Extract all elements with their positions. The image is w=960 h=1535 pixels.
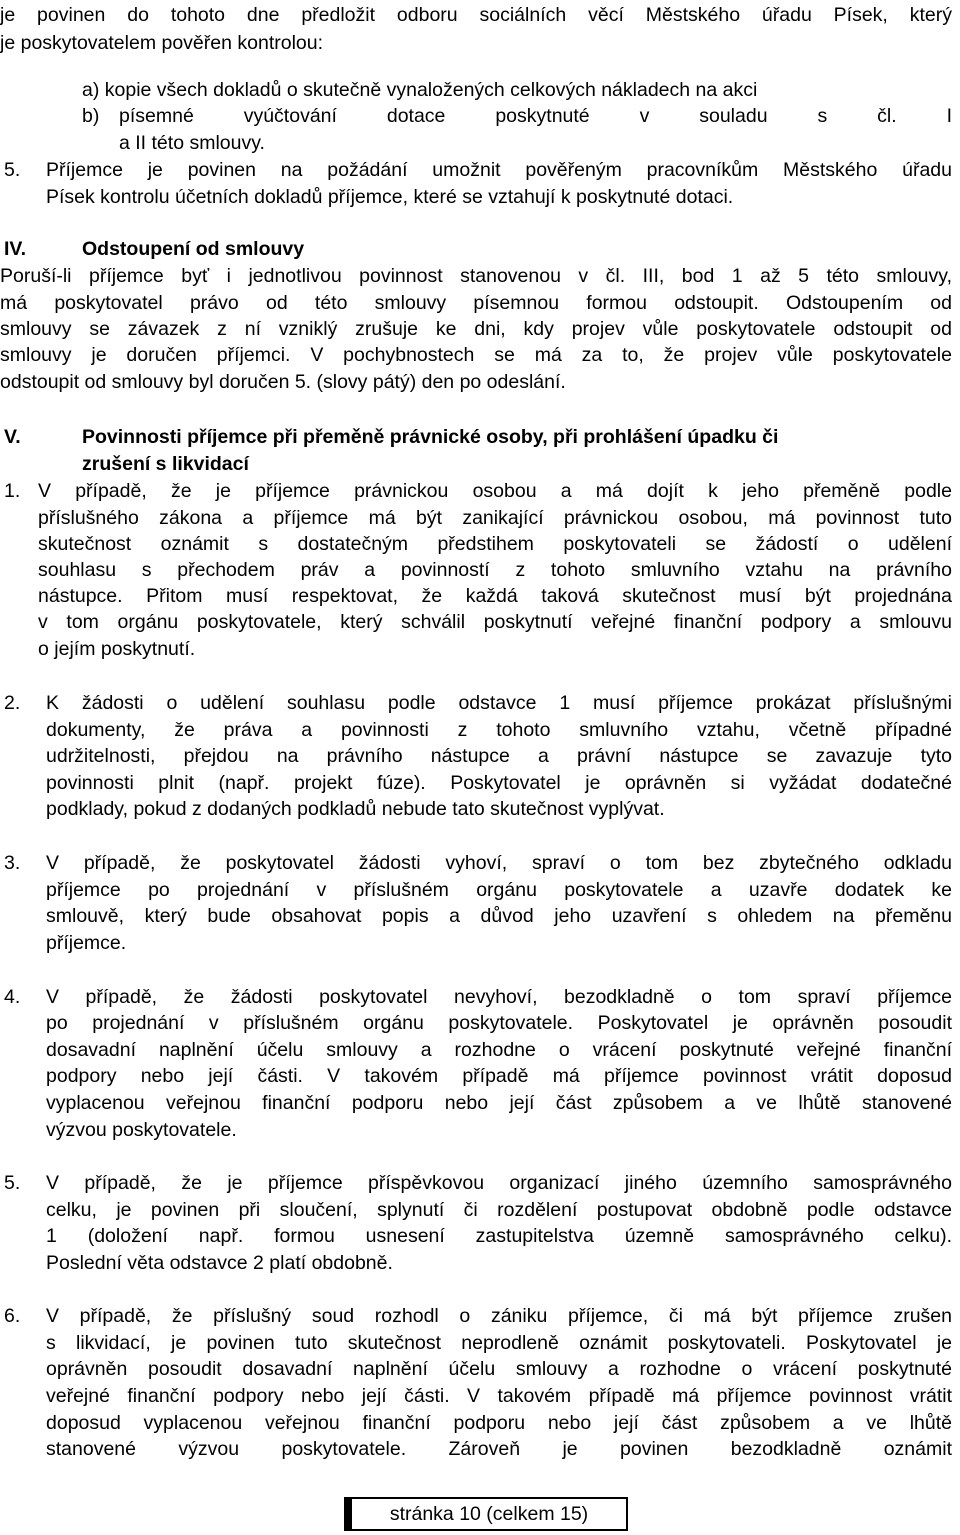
page-number-label: stránka 10 (celkem 15) (389, 1503, 589, 1525)
section-iv-line: Poruší-li příjemce byť i jednotlivou povinnost stanovenou v čl. III, bod 1 až 5 této smlouvy, (0, 265, 952, 287)
item-2-number: 2. (4, 692, 21, 714)
item-3-line: smlouvě, který bude obsahovat popis a důvod jeho uzavření s ohledem na přeměnu (46, 905, 952, 927)
item-1-number: 1. (4, 480, 21, 502)
item-4-line: po projednání v příslušném orgánu poskytovatele. Poskytovatel je oprávněn posoudit (46, 1012, 952, 1034)
section-iv-line: má poskytovatel právo od této smlouvy písemnou formou odstoupit. Odstoupením od (0, 292, 952, 314)
item-6-line: doposud vyplacenou veřejnou finanční podporu nebo její část způsobem a ve lhůtě (46, 1412, 952, 1434)
item-5-line: Poslední věta odstavce 2 platí obdobně. (46, 1252, 393, 1274)
item-6-line: V případě, že příslušný soud rozhodl o zániku příjemce, či má být příjemce zrušen (46, 1305, 952, 1327)
item-6-line: stanovené výzvou poskytovatele. Zároveň je povinen bezodkladně oznámit (46, 1438, 952, 1460)
list-item-b-text: písemné vyúčtování dotace poskytnuté v souladu s čl. I (119, 105, 952, 127)
section-iv-line: smlouvy je doručen příjemci. V pochybnostech se má za to, že projev vůle poskytovatele (0, 344, 952, 366)
point-5-line-1: Příjemce je povinen na požádání umožnit pověřeným pracovníkům Městského úřadu (46, 159, 952, 181)
item-4-line: V případě, že žádosti poskytovatel nevyhoví, bezodkladně o tom spraví příjemce (46, 986, 952, 1008)
section-iv-line: odstoupit od smlouvy byl doručen 5. (slovy pátý) den po odeslání. (0, 371, 566, 393)
item-1-line: v tom orgánu poskytovatele, který schválil poskytnutí veřejné finanční podpory a smlouvu (38, 611, 952, 633)
item-4-number: 4. (4, 986, 21, 1008)
section-iv-title: Odstoupení od smlouvy (82, 238, 305, 260)
item-3-number: 3. (4, 852, 21, 874)
list-item-b-cont: a II této smlouvy. (119, 132, 265, 154)
section-v-number: V. (4, 426, 21, 448)
item-1-line: příslušného zákona a příjemce má být zanikající právnickou osobou, má povinnost tuto (38, 507, 952, 529)
item-2-line: podklady, pokud z dodaných podkladů nebude tato skutečnost vyplývat. (46, 798, 665, 820)
section-iv-number: IV. (4, 238, 27, 260)
item-6-line: oprávněn posoudit dosavadní naplnění účelu smlouvy a rozhodne o vrácení poskytnuté (46, 1358, 952, 1380)
point-5-line-2: Písek kontrolu účetních dokladů příjemce, které se vztahují k poskytnuté dotaci. (46, 186, 734, 208)
item-1-line: V případě, že je příjemce právnickou osobou a má dojít k jeho přeměně podle (38, 480, 952, 502)
item-2-line: K žádosti o udělení souhlasu podle odstavce 1 musí příjemce prokázat příslušnými (46, 692, 952, 714)
list-item-b-label: b) (82, 105, 100, 127)
item-4-line: dosavadní naplnění účelu smlouvy a rozhodne o vrácení poskytnuté veřejné finanční (46, 1039, 952, 1061)
item-1-line: skutečnost oznámit s dostatečným předstihem poskytovateli se žádostí o udělení (38, 533, 952, 555)
item-2-line: dokumenty, že práva a povinnosti z tohoto smluvního vztahu, včetně případné (46, 719, 952, 741)
item-1-line: o jejím poskytnutí. (38, 638, 196, 660)
item-4-line: podpory nebo její části. V takovém případě má příjemce povinnost vrátit doposud (46, 1065, 952, 1087)
item-2-line: udržitelnosti, přejdou na právního nástupce a právní nástupce se zavazuje tyto (46, 745, 952, 767)
item-5-line: V případě, že je příjemce příspěvkovou organizací jiného územního samosprávného (46, 1172, 952, 1194)
item-5-line: celku, je povinen při sloučení, splynutí či rozdělení postupovat obdobně podle odstavce (46, 1199, 952, 1221)
item-4-line: výzvou poskytovatele. (46, 1119, 237, 1141)
item-3-line: V případě, že poskytovatel žádosti vyhoví, spraví o tom bez zbytečného odkladu (46, 852, 952, 874)
item-1-line: nástupce. Přitom musí respektovat, že každá taková skutečnost musí být projednána (38, 585, 952, 607)
item-2-line: povinnosti plnit (např. projekt fúze). Poskytovatel je oprávněn si vyžádat dodatečné (46, 772, 952, 794)
intro-line-2: je poskytovatelem pověřen kontrolou: (0, 32, 324, 54)
point-5-number: 5. (4, 159, 21, 181)
item-6-line: veřejné finanční podpory nebo její části. V takovém případě má příjemce povinnost vrátit (46, 1385, 952, 1407)
item-4-line: vyplacenou veřejnou finanční podporu nebo její část způsobem a ve lhůtě stanovené (46, 1092, 952, 1114)
section-v-title-line-2: zrušení s likvidací (82, 453, 249, 475)
item-6-line: s likvidací, je povinen tuto skutečnost neprodleně oznámit poskytovateli. Poskytovatel je (46, 1332, 952, 1354)
item-5-number: 5. (4, 1172, 21, 1194)
section-v-title-line-1: Povinnosti příjemce při přeměně právnické osoby, při prohlášení úpadku či (82, 426, 779, 448)
item-6-number: 6. (4, 1305, 21, 1327)
list-item-a: a) kopie všech dokladů o skutečně vynaložených celkových nákladech na akci (82, 79, 758, 101)
item-5-line: 1 (doložení např. formou usnesení zastupitelstva územně samosprávného celku). (46, 1225, 952, 1247)
item-3-line: příjemce. (46, 932, 127, 954)
item-1-line: souhlasu s přechodem práv a povinností z tohoto smluvního vztahu na právního (38, 559, 952, 581)
page-number-box (344, 1497, 628, 1531)
section-iv-line: smlouvy se závazek z ní vzniklý zrušuje ke dni, kdy projev vůle poskytovatele odstoupit od (0, 318, 952, 340)
intro-line-1: je povinen do tohoto dne předložit odboru sociálních věcí Městského úřadu Písek, který (0, 4, 952, 26)
item-3-line: příjemce po projednání v příslušném orgánu poskytovatele a uzavře dodatek ke (46, 879, 952, 901)
